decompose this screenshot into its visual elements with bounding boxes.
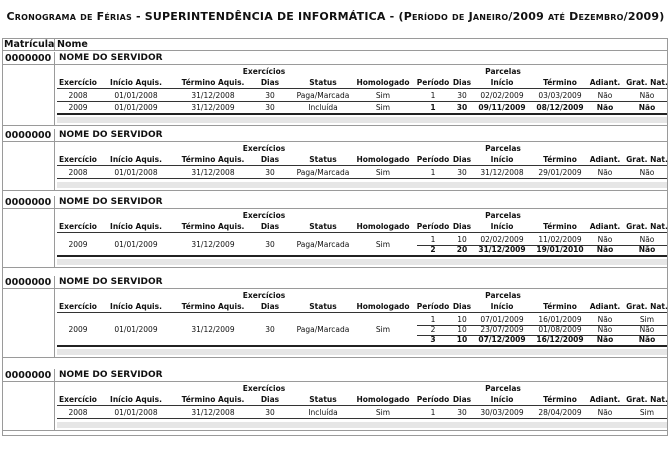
- column-header-rule: [57, 88, 667, 89]
- col-inicio-aquis: Início Aquis.: [110, 302, 162, 311]
- col-inicio: Início: [490, 155, 514, 164]
- homologado-value: Sim: [375, 91, 391, 100]
- dias-value: 30: [265, 103, 275, 112]
- col-adiant: Adiant.: [589, 222, 621, 231]
- parcela-rule: [57, 418, 667, 419]
- inicio-value: 09/11/2009: [478, 103, 526, 112]
- status-value: Paga/Marcada: [296, 240, 350, 249]
- header-nome: Nome: [57, 39, 88, 50]
- inicio-value: 07/12/2009: [478, 335, 526, 344]
- col-inicio-aquis: Início Aquis.: [110, 155, 162, 164]
- exercicios-group-label: Exercícios: [242, 291, 286, 300]
- grat-nat-value: Não: [639, 325, 655, 334]
- column-header-rule: [57, 232, 667, 233]
- parcela-dias-value: 30: [456, 103, 468, 112]
- parcela-dias-value: 10: [457, 235, 467, 244]
- parcela-rule: [57, 255, 667, 257]
- adiant-value: Não: [597, 315, 613, 324]
- column-header-rule: [57, 165, 667, 166]
- col-grat-nat: Grat. Nat.: [626, 395, 668, 404]
- table-header: [2, 38, 668, 51]
- inicio-aquis-value: 01/01/2009: [114, 240, 158, 249]
- col-adiant: Adiant.: [589, 78, 621, 87]
- status-value: Paga/Marcada: [296, 91, 350, 100]
- termino-aquis-value: 31/12/2009: [191, 325, 235, 334]
- inicio-value: 02/02/2009: [480, 235, 524, 244]
- termino-value: 01/08/2009: [538, 325, 582, 334]
- dias-value: 30: [265, 325, 275, 334]
- grat-nat-value: Não: [639, 168, 655, 177]
- col-termino-aquis: Término Aquis.: [181, 222, 245, 231]
- col-exercicio: Exercício: [59, 78, 97, 87]
- col-status: Status: [309, 78, 337, 87]
- employee-record: [2, 276, 668, 356]
- title-prefix: Cronograma de Férias -: [6, 10, 145, 23]
- exercicios-group-label: Exercícios: [242, 384, 286, 393]
- status-value: Paga/Marcada: [296, 168, 350, 177]
- parcelas-group-label: Parcelas: [485, 144, 521, 153]
- adiant-value: Não: [597, 235, 613, 244]
- record-spacer: [57, 182, 667, 188]
- grat-nat-value: Não: [639, 91, 655, 100]
- col-dias: Dias: [260, 302, 280, 311]
- employee-record: [2, 52, 668, 132]
- matricula-value: 0000000: [5, 277, 52, 288]
- grat-nat-value: Sim: [639, 315, 655, 324]
- inicio-aquis-value: 01/01/2008: [114, 168, 158, 177]
- record-column-divider: [54, 276, 55, 357]
- col-grat-nat: Grat. Nat.: [626, 302, 668, 311]
- termino-value: 28/04/2009: [538, 408, 582, 417]
- dias-value: 30: [265, 240, 275, 249]
- nome-value: NOME DO SERVIDOR: [59, 130, 163, 140]
- periodo-value: 1: [430, 168, 436, 177]
- status-value: Paga/Marcada: [296, 325, 350, 334]
- record-column-divider: [54, 129, 55, 190]
- parcela-dias-value: 30: [457, 168, 467, 177]
- termino-value: 08/12/2009: [536, 103, 584, 112]
- col-adiant: Adiant.: [589, 395, 621, 404]
- inicio-value: 07/01/2009: [480, 315, 524, 324]
- col-adiant: Adiant.: [589, 155, 621, 164]
- exercicio-value: 2009: [68, 325, 88, 334]
- inicio-value: 31/12/2008: [480, 168, 524, 177]
- record-divider: [2, 125, 668, 126]
- parcela-dias-value: 10: [457, 315, 467, 324]
- col-dias: Dias: [260, 78, 280, 87]
- col-parcela-dias: Dias: [452, 302, 472, 311]
- periodo-value: 1: [430, 91, 436, 100]
- record-spacer: [57, 349, 667, 355]
- exercicio-value: 2009: [68, 240, 88, 249]
- name-row-divider: [2, 381, 668, 382]
- parcela-dias-value: 30: [457, 408, 467, 417]
- header-divider: [54, 38, 55, 51]
- record-spacer: [57, 259, 667, 265]
- employee-record: [2, 369, 668, 449]
- col-homologado: Homologado: [356, 302, 410, 311]
- col-inicio: Início: [490, 222, 514, 231]
- termino-value: 16/01/2009: [538, 315, 582, 324]
- periodo-value: 1: [430, 408, 436, 417]
- col-dias: Dias: [260, 222, 280, 231]
- col-adiant: Adiant.: [589, 302, 621, 311]
- col-inicio: Início: [490, 302, 514, 311]
- col-parcela-dias: Dias: [452, 395, 472, 404]
- col-termino: Término: [543, 395, 577, 404]
- record-column-divider: [54, 52, 55, 125]
- record-divider: [2, 267, 668, 268]
- col-parcela-dias: Dias: [452, 222, 472, 231]
- col-inicio-aquis: Início Aquis.: [110, 222, 162, 231]
- adiant-value: Não: [596, 335, 614, 344]
- periodo-value: 2: [430, 245, 436, 254]
- adiant-value: Não: [597, 91, 613, 100]
- grat-nat-value: Sim: [639, 408, 655, 417]
- inicio-value: 23/07/2009: [480, 325, 524, 334]
- col-dias: Dias: [260, 395, 280, 404]
- parcela-rule: [57, 178, 667, 179]
- record-divider: [2, 190, 668, 191]
- homologado-value: Sim: [375, 408, 391, 417]
- col-termino-aquis: Término Aquis.: [181, 155, 245, 164]
- inicio-value: 31/12/2009: [478, 245, 526, 254]
- termino-value: 11/02/2009: [538, 235, 582, 244]
- termino-value: 03/03/2009: [538, 91, 582, 100]
- homologado-value: Sim: [375, 168, 391, 177]
- name-row-divider: [2, 141, 668, 142]
- name-row-divider: [2, 208, 668, 209]
- exercicio-value: 2008: [68, 168, 88, 177]
- exercicios-group-label: Exercícios: [242, 211, 286, 220]
- status-value: Incluída: [308, 103, 338, 112]
- name-row-divider: [2, 64, 668, 65]
- periodo-value: 3: [430, 335, 436, 344]
- adiant-value: Não: [596, 103, 614, 112]
- col-termino-aquis: Término Aquis.: [181, 395, 245, 404]
- col-inicio: Início: [490, 78, 514, 87]
- col-homologado: Homologado: [356, 395, 410, 404]
- name-row-divider: [2, 288, 668, 289]
- inicio-aquis-value: 01/01/2009: [114, 103, 158, 112]
- page-title: [0, 10, 671, 23]
- col-periodo: Período: [416, 222, 450, 231]
- col-grat-nat: Grat. Nat.: [626, 222, 668, 231]
- nome-value: NOME DO SERVIDOR: [59, 277, 163, 287]
- parcela-dias-value: 10: [456, 335, 468, 344]
- periodo-value: 1: [430, 315, 436, 324]
- nome-value: NOME DO SERVIDOR: [59, 53, 163, 63]
- col-exercicio: Exercício: [59, 222, 97, 231]
- exercicio-value: 2009: [68, 103, 88, 112]
- nome-value: NOME DO SERVIDOR: [59, 370, 163, 380]
- parcelas-group-label: Parcelas: [485, 384, 521, 393]
- exercicios-group-label: Exercícios: [242, 144, 286, 153]
- col-homologado: Homologado: [356, 155, 410, 164]
- inicio-aquis-value: 01/01/2009: [114, 325, 158, 334]
- col-exercicio: Exercício: [59, 155, 97, 164]
- parcela-dias-value: 30: [457, 91, 467, 100]
- record-spacer: [57, 422, 667, 428]
- record-divider: [2, 430, 668, 431]
- col-periodo: Período: [416, 155, 450, 164]
- periodo-value: 2: [430, 325, 436, 334]
- dias-value: 30: [265, 408, 275, 417]
- parcela-dias-value: 10: [457, 325, 467, 334]
- col-status: Status: [309, 302, 337, 311]
- adiant-value: Não: [596, 245, 614, 254]
- column-header-rule: [57, 312, 667, 313]
- col-dias: Dias: [260, 155, 280, 164]
- termino-value: 16/12/2009: [536, 335, 584, 344]
- parcela-dias-value: 20: [456, 245, 468, 254]
- adiant-value: Não: [597, 325, 613, 334]
- periodo-value: 1: [430, 235, 436, 244]
- homologado-value: Sim: [375, 325, 391, 334]
- termino-aquis-value: 31/12/2009: [191, 240, 235, 249]
- col-termino-aquis: Término Aquis.: [181, 302, 245, 311]
- exercicios-group-label: Exercícios: [242, 67, 286, 76]
- exercicio-value: 2008: [68, 408, 88, 417]
- col-status: Status: [309, 222, 337, 231]
- parcela-rule: [57, 101, 667, 102]
- col-termino: Término: [543, 155, 577, 164]
- inicio-value: 02/02/2009: [480, 91, 524, 100]
- matricula-value: 0000000: [5, 130, 52, 141]
- termino-value: 29/01/2009: [538, 168, 582, 177]
- column-header-rule: [57, 405, 667, 406]
- col-periodo: Período: [416, 395, 450, 404]
- grat-nat-value: Não: [639, 235, 655, 244]
- col-homologado: Homologado: [356, 78, 410, 87]
- inicio-aquis-value: 01/01/2008: [114, 408, 158, 417]
- col-exercicio: Exercício: [59, 395, 97, 404]
- col-parcela-dias: Dias: [452, 78, 472, 87]
- col-status: Status: [309, 155, 337, 164]
- matricula-value: 0000000: [5, 53, 52, 64]
- title-suffix: - (Período de Janeiro/2009 até Dezembro/2009): [385, 10, 665, 23]
- termino-value: 19/01/2010: [536, 245, 584, 254]
- col-termino: Término: [543, 78, 577, 87]
- periodo-value: 1: [430, 103, 436, 112]
- grat-nat-value: Não: [638, 245, 656, 254]
- termino-aquis-value: 31/12/2008: [191, 168, 235, 177]
- termino-aquis-value: 31/12/2008: [191, 408, 235, 417]
- record-column-divider: [54, 196, 55, 267]
- col-homologado: Homologado: [356, 222, 410, 231]
- adiant-value: Não: [597, 408, 613, 417]
- grat-nat-value: Não: [638, 103, 656, 112]
- col-parcela-dias: Dias: [452, 155, 472, 164]
- col-periodo: Período: [416, 302, 450, 311]
- parcelas-group-label: Parcelas: [485, 67, 521, 76]
- termino-aquis-value: 31/12/2009: [191, 103, 235, 112]
- parcela-rule: [57, 345, 667, 347]
- inicio-aquis-value: 01/01/2008: [114, 91, 158, 100]
- matricula-value: 0000000: [5, 370, 52, 381]
- status-value: Incluída: [308, 408, 338, 417]
- record-column-divider: [54, 369, 55, 430]
- termino-aquis-value: 31/12/2008: [191, 91, 235, 100]
- adiant-value: Não: [597, 168, 613, 177]
- record-spacer: [57, 117, 667, 123]
- dias-value: 30: [265, 91, 275, 100]
- col-status: Status: [309, 395, 337, 404]
- col-termino: Término: [543, 222, 577, 231]
- parcelas-group-label: Parcelas: [485, 211, 521, 220]
- dias-value: 30: [265, 168, 275, 177]
- grat-nat-value: Não: [638, 335, 656, 344]
- parcela-rule: [57, 113, 667, 115]
- col-grat-nat: Grat. Nat.: [626, 78, 668, 87]
- col-inicio-aquis: Início Aquis.: [110, 395, 162, 404]
- homologado-value: Sim: [375, 240, 391, 249]
- exercicio-value: 2008: [68, 91, 88, 100]
- col-termino: Término: [543, 302, 577, 311]
- col-periodo: Período: [416, 78, 450, 87]
- col-exercicio: Exercício: [59, 302, 97, 311]
- nome-value: NOME DO SERVIDOR: [59, 197, 163, 207]
- record-divider: [2, 357, 668, 358]
- parcelas-group-label: Parcelas: [485, 291, 521, 300]
- header-matricula: Matrícula: [4, 39, 55, 50]
- col-inicio-aquis: Início Aquis.: [110, 78, 162, 87]
- employee-record: [2, 196, 668, 276]
- col-termino-aquis: Término Aquis.: [181, 78, 245, 87]
- col-grat-nat: Grat. Nat.: [626, 155, 668, 164]
- matricula-value: 0000000: [5, 197, 52, 208]
- col-inicio: Início: [490, 395, 514, 404]
- title-main: SUPERINTENDÊNCIA DE INFORMÁTICA: [144, 10, 386, 23]
- homologado-value: Sim: [375, 103, 391, 112]
- inicio-value: 30/03/2009: [480, 408, 524, 417]
